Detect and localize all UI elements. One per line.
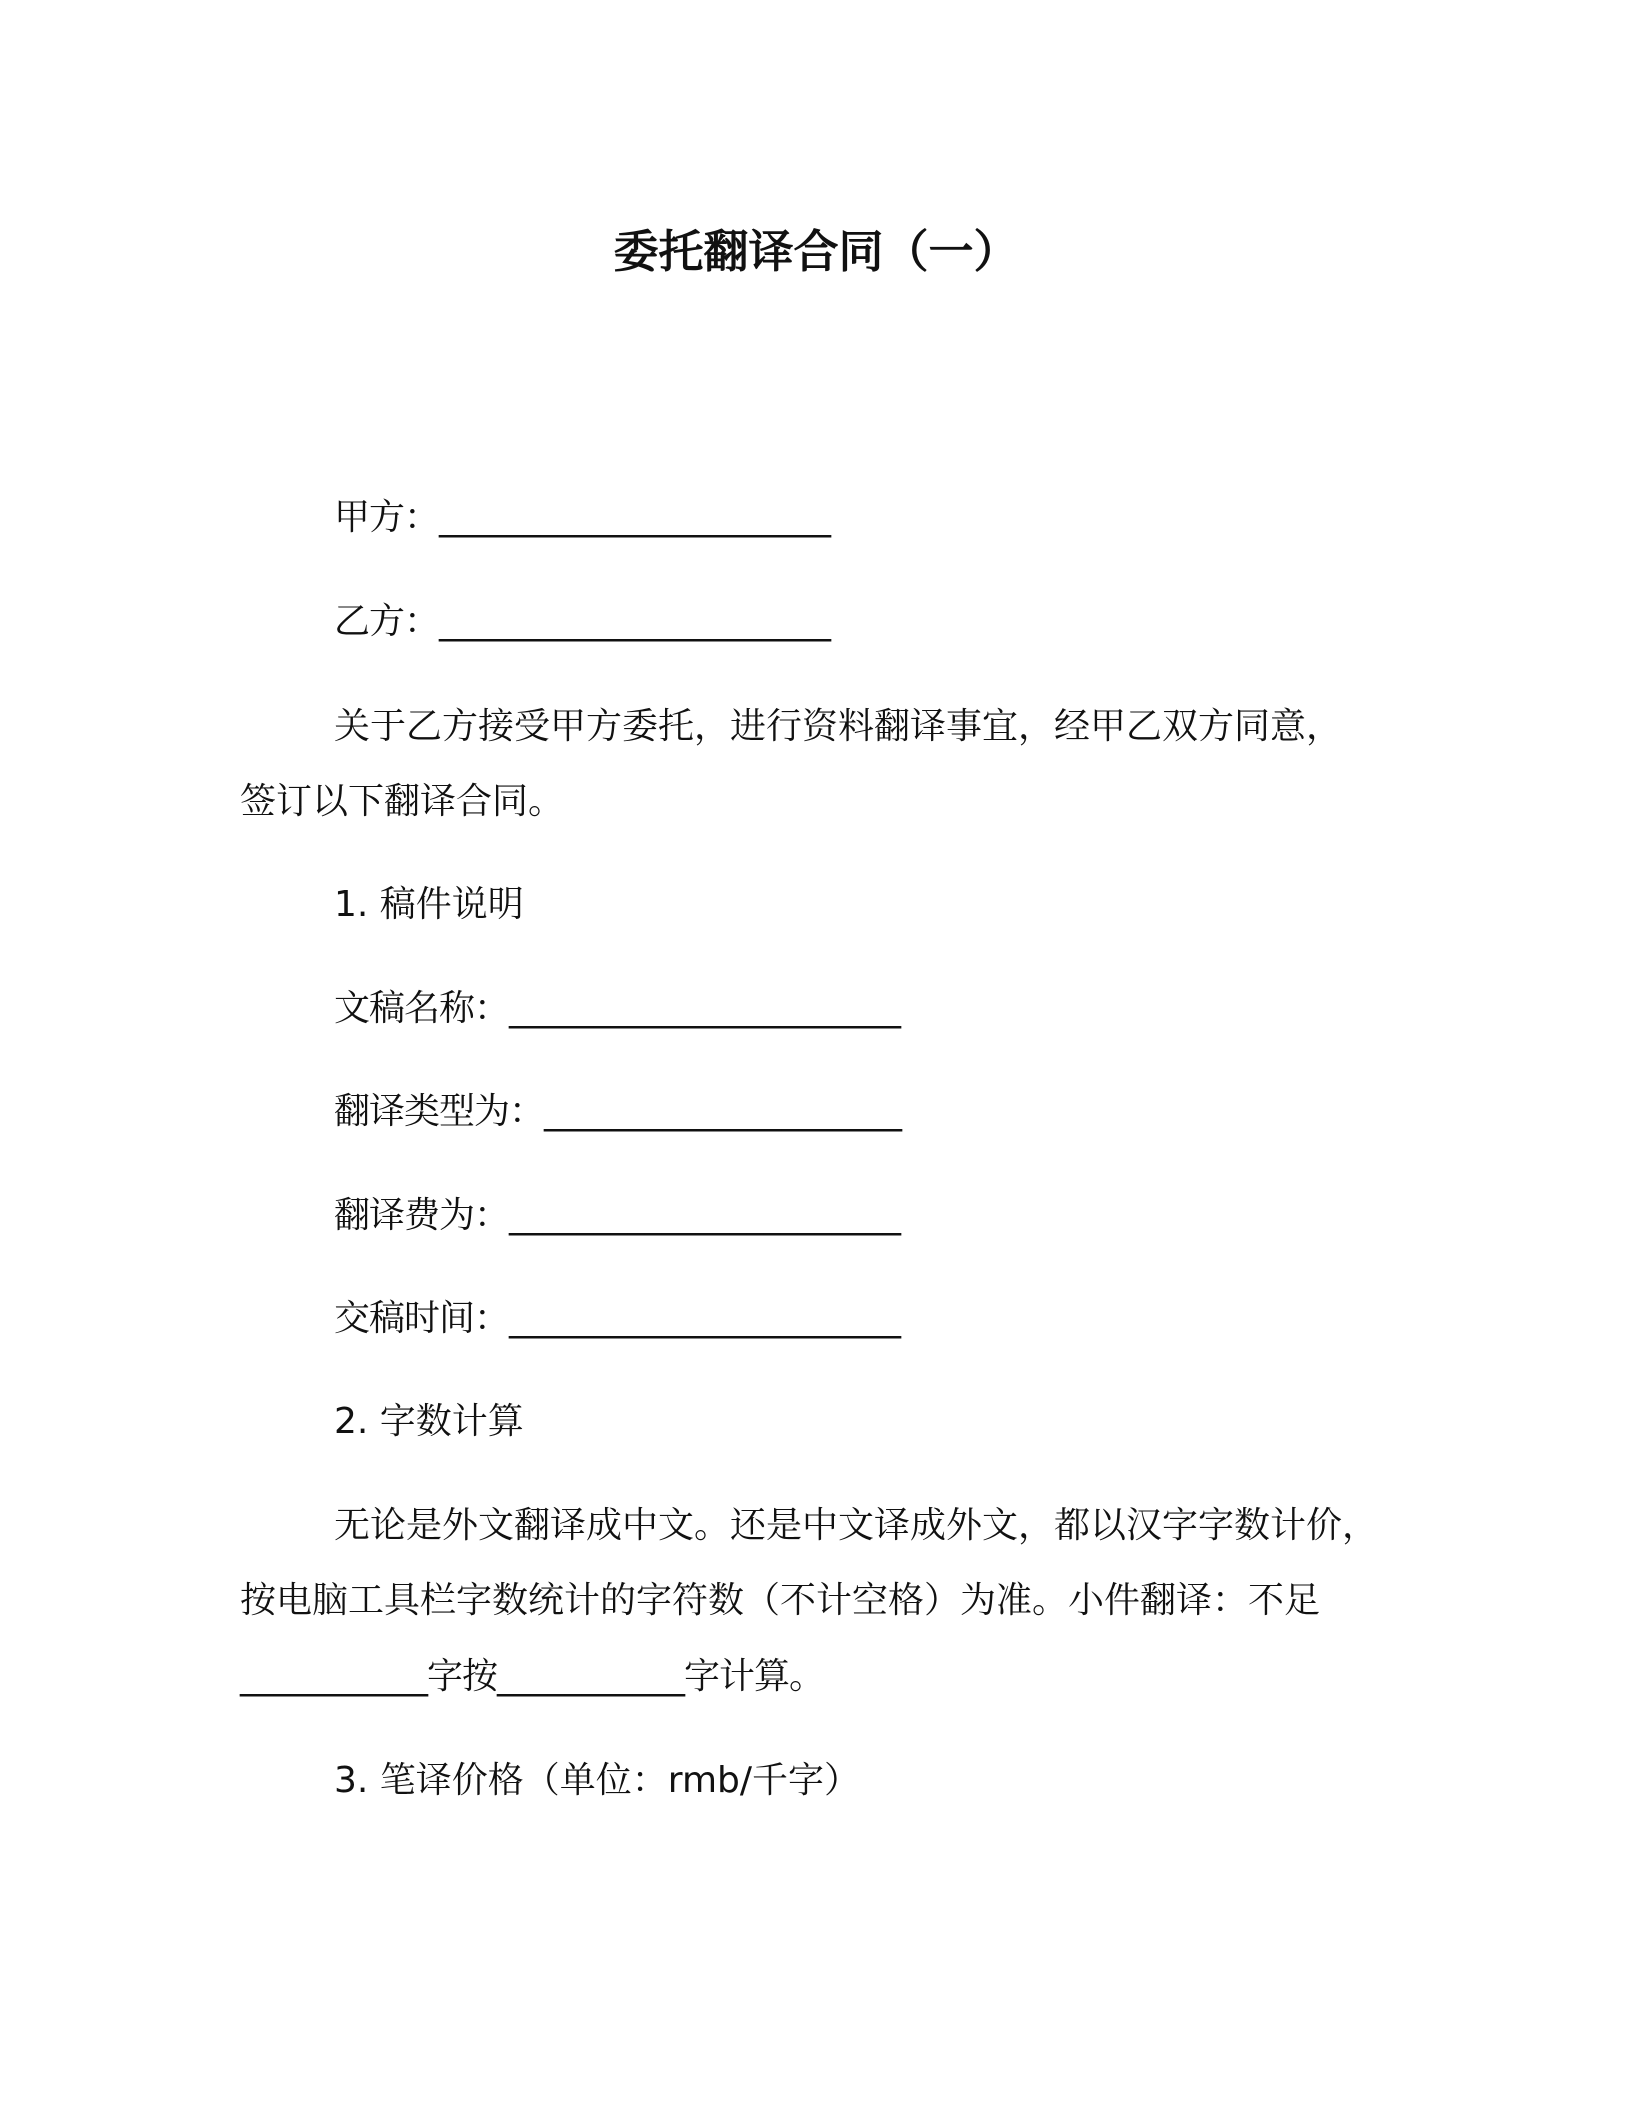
- section-2-heading: 2. 字数计算: [334, 1401, 524, 1442]
- party-a-line: 甲方：_______________________: [334, 497, 831, 538]
- section-2-paragraph-line-3: ___________字按___________字计算。: [240, 1656, 825, 1697]
- document-title: 委托翻译合同（一）: [613, 225, 1019, 278]
- intro-paragraph-line-2: 签订以下翻译合同。: [240, 781, 565, 822]
- delivery-time-line: 交稿时间：_______________________: [334, 1298, 901, 1339]
- party-b-line: 乙方：_______________________: [334, 601, 831, 642]
- translation-type-line: 翻译类型为：_____________________: [334, 1091, 902, 1132]
- section-1-heading: 1. 稿件说明: [334, 884, 524, 925]
- doc-name-line: 文稿名称：_______________________: [334, 988, 901, 1029]
- section-3-heading: 3. 笔译价格（单位：rmb/千字）: [334, 1760, 861, 1801]
- intro-paragraph-line-1: 关于乙方接受甲方委托，进行资料翻译事宜，经甲乙双方同意，: [334, 706, 1343, 747]
- fee-line: 翻译费为：_______________________: [334, 1195, 901, 1236]
- section-2-paragraph-line-2: 按电脑工具栏字数统计的字符数（不计空格）为准。小件翻译：不足: [240, 1580, 1321, 1621]
- section-2-paragraph-line-1: 无论是外文翻译成中文。还是中文译成外文，都以汉字字数计价，: [334, 1505, 1379, 1546]
